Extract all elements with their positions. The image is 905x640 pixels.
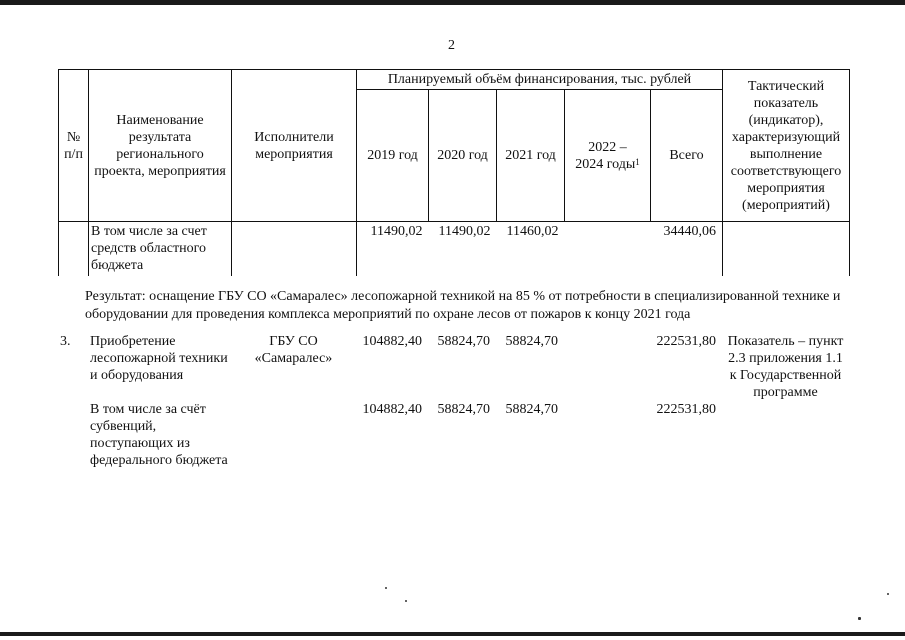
header-num: № п/п	[59, 70, 89, 222]
table-row-regional	[59, 222, 850, 276]
header-2020: 2020 год	[429, 90, 497, 222]
item3-2020: 58824,70	[437, 334, 490, 349]
header-2022-2024	[565, 90, 651, 222]
header-name: Наименование результата регионального проекта, мероприятия	[89, 70, 232, 222]
row-regional-2020: 11490,02	[438, 224, 491, 239]
header-total: Всего	[651, 90, 723, 222]
table-row-item3	[58, 332, 849, 400]
result-statement: Результат: оснащение ГБУ СО «Самаралес» лесопожарной техникой на 85 % от потребности в специализированной технике и оборудовании для проведения комплекса мероприятий по охране лесов от пожаров к концу 2021 года	[85, 289, 841, 322]
item3-indicator: Показатель – пункт 2.3 приложения 1.1 к Государственной программе	[727, 334, 844, 400]
scan-speck	[858, 617, 861, 620]
item3-2019: 104882,40	[362, 334, 422, 349]
header-2022-footnote: 1	[635, 156, 640, 167]
header-funding-group: Планируемый объём финансирования, тыс. рублей	[357, 70, 723, 90]
header-2022-sub: 2024 годы	[575, 156, 636, 172]
header-indicator: Тактический показатель (индикатор), характеризующий выполнение соответствующего мероприятия (мероприятий)	[723, 70, 850, 222]
row-regional-name: В том числе за счет средств областного бюджета	[89, 222, 232, 276]
scan-border-top	[0, 0, 905, 5]
scan-speck	[385, 587, 387, 589]
scan-border-bottom	[0, 632, 905, 636]
item3-federal-2021: 58824,70	[505, 402, 558, 417]
item3-federal-total: 222531,80	[656, 402, 716, 417]
scan-speck	[405, 600, 407, 602]
item3-name: Приобретение лесопожарной техники и оборудования	[90, 334, 228, 383]
scan-speck	[887, 593, 889, 595]
item3-total: 222531,80	[656, 334, 716, 349]
header-2022-main: 2022 –	[588, 139, 627, 155]
header-2021: 2021 год	[497, 90, 565, 222]
header-executor: Исполнители мероприятия	[232, 70, 357, 222]
row-regional-total: 34440,06	[663, 224, 716, 239]
page-number: 2	[448, 38, 455, 53]
item3-table	[58, 332, 849, 470]
item3-2021: 58824,70	[505, 334, 558, 349]
item3-executor: ГБУ СО «Самаралес»	[254, 334, 333, 366]
row-regional-2019: 11490,02	[357, 222, 429, 276]
item3-federal-2020: 58824,70	[437, 402, 490, 417]
row-regional-2021: 11460,02	[506, 224, 559, 239]
item3-federal-2019: 104882,40	[362, 402, 422, 417]
funding-table	[58, 69, 850, 276]
header-2019: 2019 год	[357, 90, 429, 222]
item3-federal-name: В том числе за счёт субвенций, поступающих из федерального бюджета	[90, 402, 228, 468]
item3-num: 3.	[60, 334, 71, 349]
